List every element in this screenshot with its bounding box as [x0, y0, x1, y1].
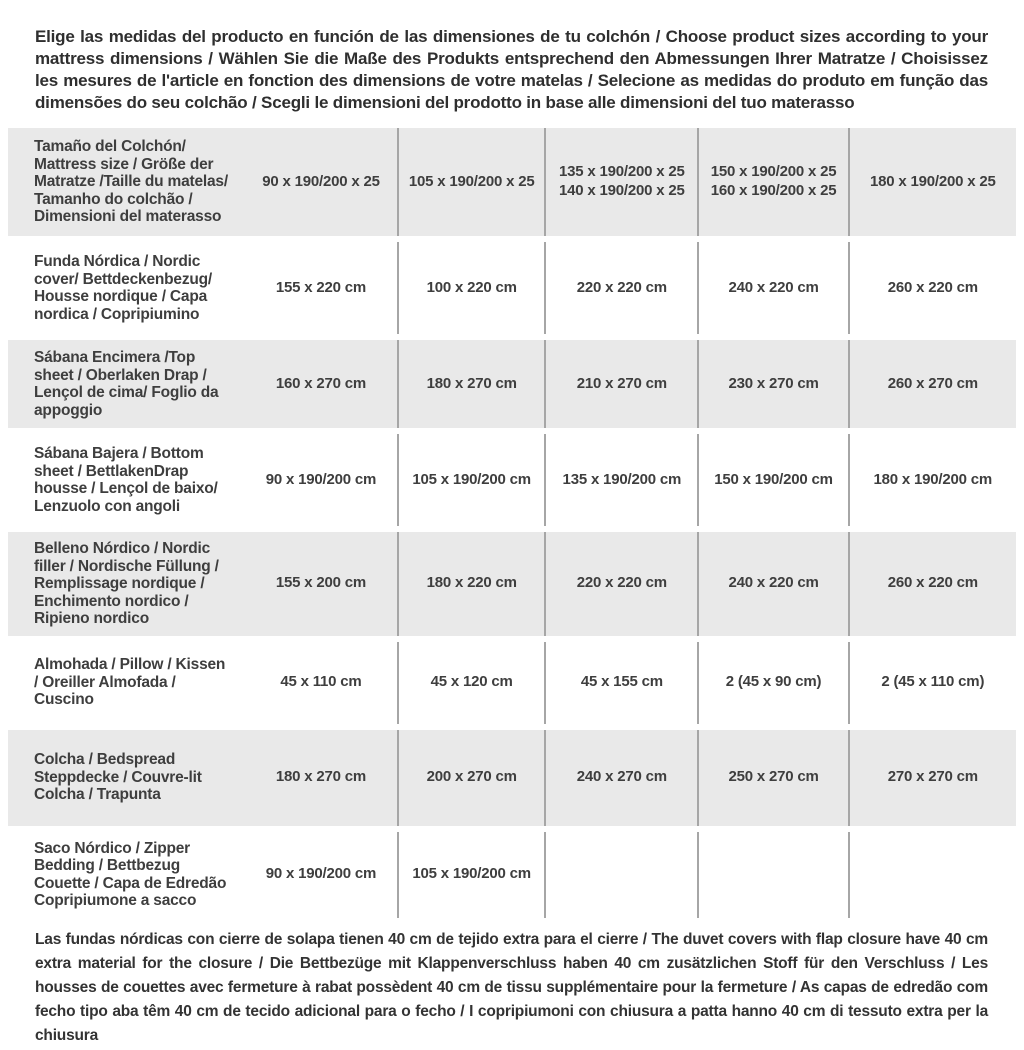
row-value: 160 x 270 cm [275, 374, 367, 392]
row-label: Funda Nórdica / Nordic cover/ Bettdeckenbezug/ Housse nordique / Capa nordica / Copripiumino [34, 253, 213, 323]
row-value: 240 x 220 cm [697, 532, 847, 636]
row-value: 220 x 220 cm [544, 532, 697, 636]
table-row-pillow [8, 642, 1016, 724]
header-col-150-160 [697, 128, 847, 236]
row-value: 90 x 190/200 cm [265, 865, 377, 883]
row-label: Sábana Bajera / Bottom sheet / BettlakenDrap housse / Lençol de baixo/ Lenzuolo con angoli [34, 445, 218, 515]
table-row-bottom-sheet [8, 434, 1016, 526]
table-row-bedspread [8, 730, 1016, 826]
row-value: 45 x 120 cm [397, 642, 544, 724]
row-value: 270 x 270 cm [848, 730, 1016, 826]
row-value: 155 x 200 cm [275, 574, 367, 592]
row-label: Saco Nórdico / Zipper Bedding / Bettbezug Couette / Capa de Edredão Copripiumone a sacco [34, 839, 227, 909]
row-value: 230 x 270 cm [697, 340, 847, 428]
row-value: 90 x 190/200 cm [265, 470, 377, 488]
row-value: 100 x 220 cm [397, 242, 544, 334]
row-value: 180 x 220 cm [397, 532, 544, 636]
row-value: 2 (45 x 90 cm) [697, 642, 847, 724]
row-value: 260 x 270 cm [848, 340, 1016, 428]
table-row-zipper-bedding [8, 832, 1016, 918]
header-col-90 [245, 128, 397, 236]
row-value: 220 x 220 cm [544, 242, 697, 334]
table-row-top-sheet [8, 340, 1016, 428]
row-value: 240 x 220 cm [697, 242, 847, 334]
row-value: 155 x 220 cm [275, 278, 367, 296]
row-value: 150 x 190/200 cm [697, 434, 847, 526]
row-value: 180 x 190/200 cm [848, 434, 1016, 526]
header-size-line: 140 x 190/200 x 25 [558, 182, 685, 199]
row-value: 260 x 220 cm [848, 532, 1016, 636]
table-header-row [8, 128, 1016, 236]
footnote-paragraph: Las fundas nórdicas con cierre de solapa tienen 40 cm de tejido extra para el cierre / The duvet covers with flap closure have 40 cm extra material for the closure / Die Bettbezüge mit Klappenverschluss haben 40 cm zusätzlichen Stoff für den Verschluss / Les housses de couettes avec fermeture à rabat possèdent 40 cm de tissu supplémentaire pour la fermeture / As capas de edredão com fecho tipo aba têm 40 cm de tecido adicional para o fecho / I copripiumoni con chiusura a patta hanno 40 cm di tessuto extra per la chiusura [35, 930, 988, 1044]
header-col-180 [848, 128, 1016, 236]
row-label: Almohada / Pillow / Kissen / Oreiller Almofada / Cuscino [34, 656, 226, 709]
header-size-line: 150 x 190/200 x 25 [710, 163, 837, 181]
header-col-135-140 [544, 128, 697, 236]
row-value [544, 832, 697, 918]
row-value [848, 832, 1016, 918]
intro-paragraph: Elige las medidas del producto en función de las dimensiones de tu colchón / Choose product sizes according to your mattress dimensions / Wählen Sie die Maße des Produkts entsprechend den Abmessungen Ihrer Matratze / Choisissez les mesures de l'article en fonction des dimensions de votre matelas / Selecione as medidas do produto em função das dimensões do seu colchão / Scegli le dimensioni del prodotto in base alle dimensioni del tuo materasso [35, 27, 988, 112]
row-value: 2 (45 x 110 cm) [848, 642, 1016, 724]
row-label: Colcha / Bedspread Steppdecke / Couvre-lit Colcha / Trapunta [34, 751, 202, 804]
size-table [8, 128, 1016, 918]
header-size-line: 160 x 190/200 x 25 [710, 182, 837, 199]
row-value: 260 x 220 cm [848, 242, 1016, 334]
table-row-duvet-cover [8, 242, 1016, 334]
row-value: 135 x 190/200 cm [544, 434, 697, 526]
header-size-line: 180 x 190/200 x 25 [869, 172, 996, 190]
row-value: 180 x 270 cm [397, 340, 544, 428]
header-size-line: 90 x 190/200 x 25 [262, 172, 380, 190]
row-value: 240 x 270 cm [544, 730, 697, 826]
row-value: 45 x 155 cm [544, 642, 697, 724]
row-value: 200 x 270 cm [397, 730, 544, 826]
row-value: 250 x 270 cm [697, 730, 847, 826]
header-size-line: 105 x 190/200 x 25 [408, 172, 535, 190]
row-label: Belleno Nórdico / Nordic filler / Nordische Füllung / Remplissage nordique / Enchimento nordico / Ripieno nordico [34, 540, 219, 627]
row-value: 210 x 270 cm [544, 340, 697, 428]
row-value: 45 x 110 cm [280, 673, 362, 691]
row-value: 180 x 270 cm [275, 768, 367, 786]
row-value: 105 x 190/200 cm [397, 832, 544, 918]
header-col-105 [397, 128, 544, 236]
header-size-line: 135 x 190/200 x 25 [558, 163, 685, 181]
row-value: 105 x 190/200 cm [397, 434, 544, 526]
row-label: Sábana Encimera /Top sheet / Oberlaken Drap / Lençol de cima/ Foglio da appoggio [34, 349, 219, 419]
row-value [697, 832, 847, 918]
header-label-mattress-size: Tamaño del Colchón/ Mattress size / Größe der Matratze /Taille du matelas/ Tamanho do colchão / Dimensioni del materasso [34, 138, 228, 226]
table-row-nordic-filler [8, 532, 1016, 636]
